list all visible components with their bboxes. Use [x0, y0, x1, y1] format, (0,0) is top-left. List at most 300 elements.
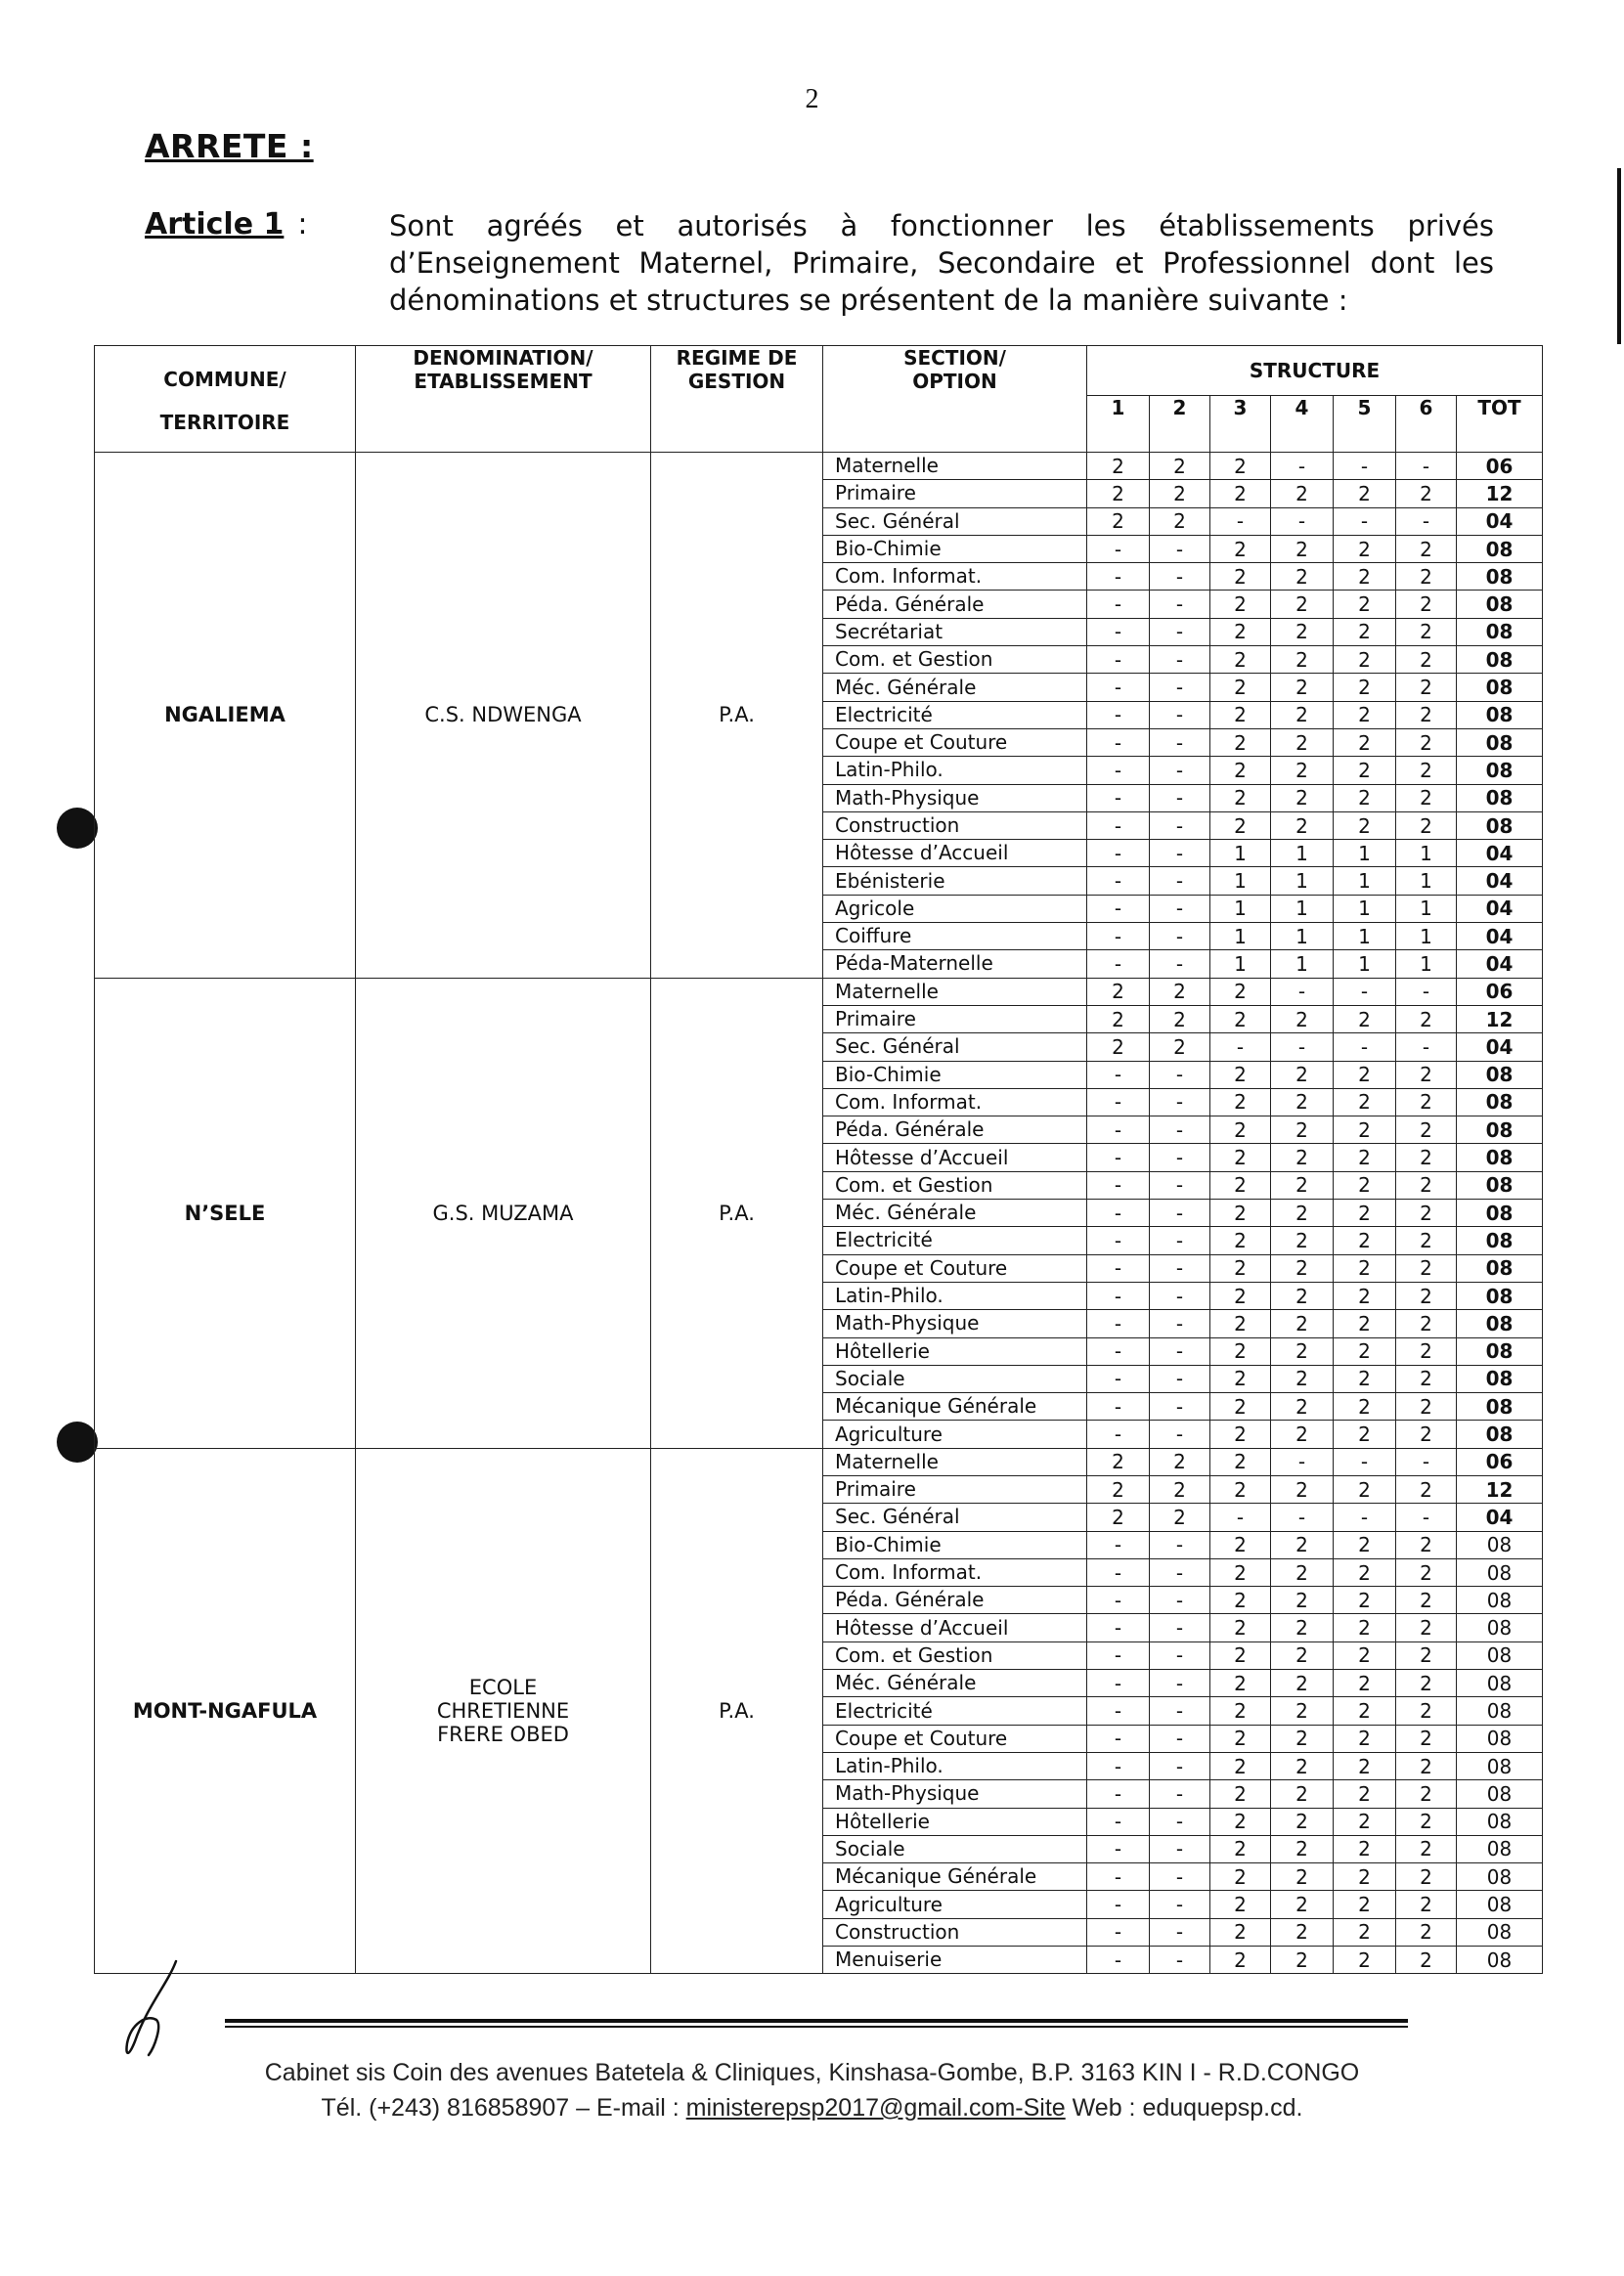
year-2-cell: - — [1150, 784, 1210, 811]
year-2-cell: - — [1150, 1061, 1210, 1088]
year-6-cell: 2 — [1396, 591, 1457, 618]
year-5-cell: 2 — [1334, 1310, 1396, 1337]
year-6-cell: 2 — [1396, 1641, 1457, 1669]
total-cell: 08 — [1457, 1200, 1543, 1227]
section-cell: Bio-Chimie — [823, 535, 1087, 562]
year-1-cell: - — [1087, 1337, 1150, 1365]
year-5-cell: 2 — [1334, 1863, 1396, 1891]
year-4-cell: - — [1271, 1504, 1334, 1531]
year-6-cell: 2 — [1396, 1365, 1457, 1392]
year-1-cell: - — [1087, 784, 1150, 811]
year-1-cell: - — [1087, 1531, 1150, 1558]
year-1-cell: - — [1087, 591, 1150, 618]
side-mark — [1617, 168, 1621, 344]
year-4-cell: 2 — [1271, 1587, 1334, 1614]
year-6-cell: 2 — [1396, 1200, 1457, 1227]
total-cell: 08 — [1457, 646, 1543, 674]
section-cell: Sec. Général — [823, 507, 1087, 535]
year-6-cell: 2 — [1396, 1531, 1457, 1558]
year-6-cell: 2 — [1396, 646, 1457, 674]
section-cell: Hôtellerie — [823, 1808, 1087, 1835]
total-cell: 08 — [1457, 563, 1543, 591]
year-1-cell: 2 — [1087, 1448, 1150, 1475]
total-cell: 08 — [1457, 1670, 1543, 1697]
year-1-cell: - — [1087, 895, 1150, 922]
article-label — [145, 207, 307, 241]
year-6-cell: 1 — [1396, 895, 1457, 922]
year-2-cell: 2 — [1150, 1005, 1210, 1032]
year-3-cell: 1 — [1210, 895, 1271, 922]
year-3-cell: 1 — [1210, 950, 1271, 978]
year-1-cell: - — [1087, 1088, 1150, 1116]
total-cell: 08 — [1457, 1891, 1543, 1918]
regime-cell: P.A. — [651, 453, 823, 979]
total-cell: 04 — [1457, 950, 1543, 978]
punch-hole-top — [57, 808, 98, 849]
year-1-cell: - — [1087, 1171, 1150, 1199]
year-5-cell: 1 — [1334, 950, 1396, 978]
total-cell: 08 — [1457, 1641, 1543, 1669]
total-cell: 04 — [1457, 1504, 1543, 1531]
year-5-cell: 2 — [1334, 1558, 1396, 1586]
year-4-cell: 2 — [1271, 1337, 1334, 1365]
signature — [117, 1953, 196, 2061]
year-4-cell: 2 — [1271, 811, 1334, 839]
year-1-cell: - — [1087, 1947, 1150, 1974]
section-cell: Sociale — [823, 1835, 1087, 1862]
year-2-cell: - — [1150, 840, 1210, 867]
year-1-cell: 2 — [1087, 453, 1150, 480]
year-5-cell: 2 — [1334, 1697, 1396, 1725]
section-cell: Agriculture — [823, 1891, 1087, 1918]
year-5-cell: 2 — [1334, 728, 1396, 756]
section-cell: Construction — [823, 1918, 1087, 1946]
denomination-cell — [356, 453, 651, 979]
total-cell: 08 — [1457, 811, 1543, 839]
year-3-cell: 2 — [1210, 728, 1271, 756]
section-cell: Sec. Général — [823, 1504, 1087, 1531]
total-cell: 08 — [1457, 1116, 1543, 1144]
year-4-cell: 2 — [1271, 618, 1334, 645]
year-5-cell: 2 — [1334, 591, 1396, 618]
year-6-cell: 2 — [1396, 1005, 1457, 1032]
year-5-cell: 2 — [1334, 674, 1396, 701]
year-3-cell: 2 — [1210, 1365, 1271, 1392]
year-5-cell: 2 — [1334, 1947, 1396, 1974]
year-3-cell: 2 — [1210, 1780, 1271, 1808]
header-section — [823, 346, 1087, 453]
section-cell: Secrétariat — [823, 618, 1087, 645]
year-6-cell: 1 — [1396, 867, 1457, 895]
header-commune-text: COMMUNE/ TERRITOIRE — [159, 368, 290, 434]
punch-hole-bottom — [57, 1422, 98, 1463]
year-5-cell: 2 — [1334, 1254, 1396, 1282]
year-3-cell: 2 — [1210, 1144, 1271, 1171]
year-2-cell: - — [1150, 535, 1210, 562]
total-cell: 08 — [1457, 1752, 1543, 1779]
year-4-cell: - — [1271, 507, 1334, 535]
total-cell: 04 — [1457, 507, 1543, 535]
year-5-cell: 2 — [1334, 563, 1396, 591]
year-2-cell: - — [1150, 1171, 1210, 1199]
year-1-cell: - — [1087, 840, 1150, 867]
year-2-cell: 2 — [1150, 453, 1210, 480]
year-1-cell: - — [1087, 728, 1150, 756]
total-cell: 12 — [1457, 480, 1543, 507]
year-2-cell: 2 — [1150, 507, 1210, 535]
year-2-cell: - — [1150, 1641, 1210, 1669]
year-4-cell: 2 — [1271, 784, 1334, 811]
year-1-cell: - — [1087, 701, 1150, 728]
year-6-cell: 2 — [1396, 480, 1457, 507]
section-cell: Maternelle — [823, 978, 1087, 1005]
year-4-cell: 2 — [1271, 1808, 1334, 1835]
year-4-cell: 2 — [1271, 728, 1334, 756]
year-3-cell: 2 — [1210, 757, 1271, 784]
year-5-cell: - — [1334, 1448, 1396, 1475]
year-1-cell: - — [1087, 950, 1150, 978]
year-2-cell: - — [1150, 1918, 1210, 1946]
year-5-cell: 2 — [1334, 1641, 1396, 1669]
total-cell: 08 — [1457, 618, 1543, 645]
year-2-cell: - — [1150, 895, 1210, 922]
total-cell: 04 — [1457, 1033, 1543, 1061]
header-year-5: 5 — [1334, 395, 1396, 452]
year-5-cell: 2 — [1334, 1393, 1396, 1421]
total-cell: 12 — [1457, 1475, 1543, 1503]
year-3-cell: 2 — [1210, 1918, 1271, 1946]
year-1-cell: - — [1087, 1227, 1150, 1254]
year-1-cell: - — [1087, 923, 1150, 950]
section-cell: Bio-Chimie — [823, 1061, 1087, 1088]
section-cell: Coupe et Couture — [823, 1725, 1087, 1752]
year-1-cell: - — [1087, 1421, 1150, 1448]
year-5-cell: 2 — [1334, 1780, 1396, 1808]
year-4-cell: - — [1271, 1033, 1334, 1061]
section-cell: Coupe et Couture — [823, 1254, 1087, 1282]
year-6-cell: 2 — [1396, 1088, 1457, 1116]
total-cell: 08 — [1457, 1171, 1543, 1199]
year-6-cell: - — [1396, 507, 1457, 535]
year-3-cell: 2 — [1210, 674, 1271, 701]
regime-cell: P.A. — [651, 978, 823, 1448]
year-1-cell: - — [1087, 1254, 1150, 1282]
year-2-cell: - — [1150, 563, 1210, 591]
year-1-cell: 2 — [1087, 480, 1150, 507]
year-1-cell: - — [1087, 1061, 1150, 1088]
total-cell: 08 — [1457, 1254, 1543, 1282]
year-3-cell: 2 — [1210, 1558, 1271, 1586]
year-4-cell: 2 — [1271, 1393, 1334, 1421]
year-5-cell: 2 — [1334, 784, 1396, 811]
year-3-cell: 2 — [1210, 1587, 1271, 1614]
year-5-cell: 2 — [1334, 1005, 1396, 1032]
year-1-cell: - — [1087, 1808, 1150, 1835]
section-cell: Hôtesse d’Accueil — [823, 1614, 1087, 1641]
year-6-cell: 2 — [1396, 1116, 1457, 1144]
year-6-cell: 2 — [1396, 674, 1457, 701]
year-6-cell: 2 — [1396, 1144, 1457, 1171]
year-2-cell: - — [1150, 1393, 1210, 1421]
section-cell: Péda. Générale — [823, 1587, 1087, 1614]
year-3-cell: 2 — [1210, 1227, 1271, 1254]
year-5-cell: 2 — [1334, 701, 1396, 728]
year-6-cell: 2 — [1396, 1752, 1457, 1779]
year-1-cell: 2 — [1087, 1475, 1150, 1503]
header-year-2: 2 — [1150, 395, 1210, 452]
year-1-cell: 2 — [1087, 978, 1150, 1005]
year-3-cell: 2 — [1210, 535, 1271, 562]
year-1-cell: - — [1087, 1614, 1150, 1641]
denomination-text: G.S. MUZAMA — [432, 1201, 574, 1225]
year-1-cell: - — [1087, 1697, 1150, 1725]
year-1-cell: - — [1087, 1918, 1150, 1946]
year-2-cell: - — [1150, 1421, 1210, 1448]
total-cell: 08 — [1457, 1061, 1543, 1088]
year-3-cell: 2 — [1210, 1448, 1271, 1475]
header-structure: STRUCTURE — [1087, 346, 1543, 396]
year-4-cell: 1 — [1271, 867, 1334, 895]
header-commune — [95, 346, 356, 453]
year-3-cell: 2 — [1210, 1005, 1271, 1032]
regime-cell: P.A. — [651, 1448, 823, 1974]
year-4-cell: 2 — [1271, 1061, 1334, 1088]
year-6-cell: 2 — [1396, 728, 1457, 756]
year-5-cell: - — [1334, 453, 1396, 480]
total-cell: 06 — [1457, 453, 1543, 480]
year-1-cell: - — [1087, 646, 1150, 674]
total-cell: 04 — [1457, 923, 1543, 950]
footer-address: Cabinet sis Coin des avenues Batetela & Cliniques, Kinshasa-Gombe, B.P. 3163 KIN I - R.D.CONGO — [264, 2059, 1360, 2086]
year-2-cell: - — [1150, 1254, 1210, 1282]
section-cell: Péda. Générale — [823, 591, 1087, 618]
establishments-table — [94, 345, 1543, 1974]
year-2-cell: - — [1150, 1088, 1210, 1116]
section-cell: Mécanique Générale — [823, 1863, 1087, 1891]
total-cell: 08 — [1457, 1808, 1543, 1835]
year-5-cell: 1 — [1334, 840, 1396, 867]
year-2-cell: - — [1150, 950, 1210, 978]
section-cell: Com. Informat. — [823, 563, 1087, 591]
year-4-cell: 2 — [1271, 1558, 1334, 1586]
year-3-cell: 2 — [1210, 1808, 1271, 1835]
year-4-cell: 2 — [1271, 1200, 1334, 1227]
year-5-cell: 2 — [1334, 1918, 1396, 1946]
year-4-cell: 1 — [1271, 840, 1334, 867]
section-cell: Primaire — [823, 1475, 1087, 1503]
year-3-cell: 2 — [1210, 618, 1271, 645]
year-2-cell: - — [1150, 1835, 1210, 1862]
year-4-cell: 2 — [1271, 1863, 1334, 1891]
total-cell: 08 — [1457, 1780, 1543, 1808]
section-cell: Com. et Gestion — [823, 1641, 1087, 1669]
year-6-cell: 1 — [1396, 950, 1457, 978]
year-1-cell: - — [1087, 563, 1150, 591]
year-3-cell: 2 — [1210, 1200, 1271, 1227]
year-4-cell: 2 — [1271, 1725, 1334, 1752]
year-6-cell: 2 — [1396, 1725, 1457, 1752]
year-6-cell: 2 — [1396, 1421, 1457, 1448]
commune-cell: NGALIEMA — [95, 453, 356, 979]
year-2-cell: - — [1150, 1587, 1210, 1614]
year-2-cell: - — [1150, 1725, 1210, 1752]
section-cell: Méc. Générale — [823, 1670, 1087, 1697]
year-4-cell: - — [1271, 453, 1334, 480]
total-cell: 08 — [1457, 1393, 1543, 1421]
year-5-cell: 2 — [1334, 535, 1396, 562]
commune-cell: MONT-NGAFULA — [95, 1448, 356, 1974]
year-2-cell: - — [1150, 591, 1210, 618]
year-1-cell: - — [1087, 1144, 1150, 1171]
year-3-cell: 2 — [1210, 453, 1271, 480]
year-3-cell: 2 — [1210, 1614, 1271, 1641]
total-cell: 08 — [1457, 1558, 1543, 1586]
year-5-cell: 2 — [1334, 1835, 1396, 1862]
year-4-cell: 2 — [1271, 1697, 1334, 1725]
year-1-cell: - — [1087, 1725, 1150, 1752]
section-cell: Com. Informat. — [823, 1088, 1087, 1116]
year-1-cell: 2 — [1087, 1504, 1150, 1531]
year-2-cell: - — [1150, 674, 1210, 701]
header-tot: TOT — [1457, 395, 1543, 452]
year-6-cell: - — [1396, 978, 1457, 1005]
year-6-cell: - — [1396, 453, 1457, 480]
total-cell: 08 — [1457, 784, 1543, 811]
section-cell: Sociale — [823, 1365, 1087, 1392]
year-1-cell: 2 — [1087, 507, 1150, 535]
year-2-cell: 2 — [1150, 1033, 1210, 1061]
year-2-cell: - — [1150, 1752, 1210, 1779]
year-2-cell: - — [1150, 1558, 1210, 1586]
total-cell: 08 — [1457, 1531, 1543, 1558]
year-3-cell: - — [1210, 1504, 1271, 1531]
total-cell: 08 — [1457, 1310, 1543, 1337]
year-4-cell: 2 — [1271, 1531, 1334, 1558]
year-4-cell: 2 — [1271, 1752, 1334, 1779]
section-cell: Electricité — [823, 1697, 1087, 1725]
section-cell: Mécanique Générale — [823, 1393, 1087, 1421]
year-3-cell: 2 — [1210, 1863, 1271, 1891]
year-3-cell: 2 — [1210, 1310, 1271, 1337]
total-cell: 08 — [1457, 1337, 1543, 1365]
year-4-cell: 1 — [1271, 950, 1334, 978]
year-1-cell: - — [1087, 1365, 1150, 1392]
year-2-cell: - — [1150, 1365, 1210, 1392]
year-2-cell: - — [1150, 811, 1210, 839]
year-4-cell: 2 — [1271, 1005, 1334, 1032]
year-5-cell: 2 — [1334, 1808, 1396, 1835]
header-year-1: 1 — [1087, 395, 1150, 452]
year-3-cell: 2 — [1210, 646, 1271, 674]
year-5-cell: 2 — [1334, 1337, 1396, 1365]
year-5-cell: 2 — [1334, 1587, 1396, 1614]
year-4-cell: 2 — [1271, 1171, 1334, 1199]
year-4-cell: 2 — [1271, 1918, 1334, 1946]
year-2-cell: - — [1150, 701, 1210, 728]
year-5-cell: 1 — [1334, 867, 1396, 895]
year-4-cell: 2 — [1271, 480, 1334, 507]
total-cell: 12 — [1457, 1005, 1543, 1032]
year-2-cell: - — [1150, 1310, 1210, 1337]
year-2-cell: - — [1150, 757, 1210, 784]
year-2-cell: - — [1150, 1947, 1210, 1974]
footer-email-link[interactable]: ministerepsp2017@gmail.com-Site — [685, 2094, 1066, 2122]
total-cell: 08 — [1457, 1587, 1543, 1614]
year-2-cell: - — [1150, 1891, 1210, 1918]
year-6-cell: 2 — [1396, 1670, 1457, 1697]
total-cell: 08 — [1457, 1918, 1543, 1946]
year-5-cell: 2 — [1334, 1614, 1396, 1641]
year-3-cell: 2 — [1210, 1947, 1271, 1974]
year-4-cell: 2 — [1271, 1088, 1334, 1116]
year-3-cell: 1 — [1210, 867, 1271, 895]
footer-web: Web : eduquepsp.cd. — [1065, 2094, 1303, 2122]
section-cell: Maternelle — [823, 453, 1087, 480]
year-6-cell: 2 — [1396, 618, 1457, 645]
year-6-cell: 2 — [1396, 1061, 1457, 1088]
year-6-cell: - — [1396, 1504, 1457, 1531]
section-cell: Com. et Gestion — [823, 1171, 1087, 1199]
year-4-cell: 2 — [1271, 1670, 1334, 1697]
year-3-cell: 2 — [1210, 1752, 1271, 1779]
year-4-cell: 2 — [1271, 757, 1334, 784]
footer-phone: Tél. (+243) 816858907 – E-mail : — [321, 2094, 686, 2122]
year-1-cell: - — [1087, 757, 1150, 784]
header-denomination-text: DENOMINATION/ ETABLISSEMENT — [413, 346, 593, 393]
year-2-cell: - — [1150, 1808, 1210, 1835]
year-1-cell: - — [1087, 674, 1150, 701]
year-3-cell: 2 — [1210, 1116, 1271, 1144]
footer-rule-thick — [225, 2019, 1408, 2023]
section-cell: Péda. Générale — [823, 1116, 1087, 1144]
year-6-cell: 2 — [1396, 1254, 1457, 1282]
section-cell: Péda-Maternelle — [823, 950, 1087, 978]
year-3-cell: 2 — [1210, 1670, 1271, 1697]
denomination-text: C.S. NDWENGA — [424, 703, 582, 727]
section-cell: Com. Informat. — [823, 1558, 1087, 1586]
year-3-cell: - — [1210, 1033, 1271, 1061]
year-3-cell: 2 — [1210, 1337, 1271, 1365]
year-5-cell: - — [1334, 507, 1396, 535]
year-5-cell: 1 — [1334, 895, 1396, 922]
total-cell: 08 — [1457, 1835, 1543, 1862]
year-3-cell: 2 — [1210, 563, 1271, 591]
year-6-cell: 2 — [1396, 1891, 1457, 1918]
year-4-cell: 2 — [1271, 1641, 1334, 1669]
section-cell: Agriculture — [823, 1421, 1087, 1448]
year-5-cell: 2 — [1334, 1531, 1396, 1558]
year-3-cell: 2 — [1210, 1475, 1271, 1503]
total-cell: 08 — [1457, 535, 1543, 562]
year-6-cell: 2 — [1396, 757, 1457, 784]
year-2-cell: - — [1150, 1614, 1210, 1641]
year-4-cell: 2 — [1271, 1835, 1334, 1862]
year-2-cell: 2 — [1150, 978, 1210, 1005]
table-row — [95, 453, 1543, 480]
section-cell: Ebénisterie — [823, 867, 1087, 895]
total-cell: 08 — [1457, 1144, 1543, 1171]
year-3-cell: 2 — [1210, 1421, 1271, 1448]
year-4-cell: 2 — [1271, 1310, 1334, 1337]
year-6-cell: 2 — [1396, 1614, 1457, 1641]
year-5-cell: 2 — [1334, 1144, 1396, 1171]
year-3-cell: 2 — [1210, 701, 1271, 728]
year-3-cell: 2 — [1210, 1171, 1271, 1199]
year-1-cell: - — [1087, 1780, 1150, 1808]
article-colon: : — [297, 207, 308, 241]
year-3-cell: 2 — [1210, 1641, 1271, 1669]
year-3-cell: 2 — [1210, 1725, 1271, 1752]
